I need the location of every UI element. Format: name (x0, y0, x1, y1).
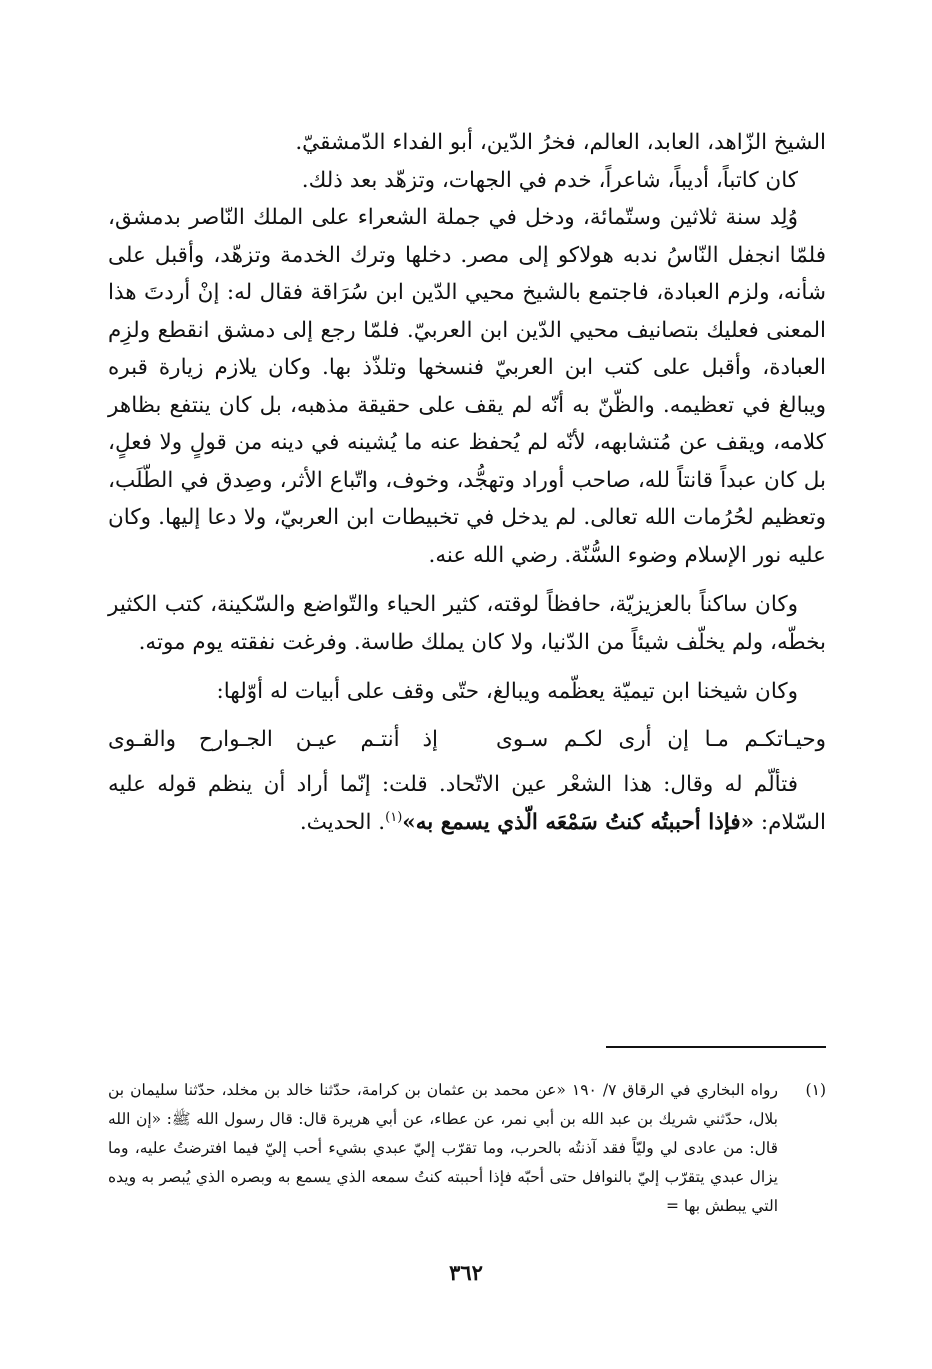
page-text-block (108, 124, 826, 841)
paragraph-closing (108, 766, 826, 841)
paragraph-residence: وكان ساكناً بالعزيزيّة، حافظاً لوقته، كثير الحياء والتّواضع والسّكينة، كتب الكثير بخطّه، ولم يخلّف شيئاً من الدّنيا، ولا كان يملك طاسة. وفرغت نفقته يوم موته. (108, 592, 826, 655)
paragraph-gap (108, 574, 826, 586)
footnote-1 (108, 1076, 826, 1221)
paragraph-biography: وُلِد سنة ثلاثين وستّمائة، ودخل في جملة الشعراء على الملك النّاصر بدمشق، فلمّا انجفل النّاسُ ندبه هولاكو إلى مصر. دخلها وترك الخدمة وتزهّد، وأقبل على شأنه، ولزم العبادة، فاجتمع بالشيخ محيي الدّين ابن سُرَاقة فقال له: إنْ أردتَ هذا المعنى فعليك بتصانيف محيي الدّين ابن العربيّ. فلمّا رجع إلى دمشق انقطع ولزِم العبادة، وأقبل على كتب ابن العربيّ فنسخها وتلذّذ بها. وكان يلازم زيارة قبره ويبالغ في تعظيمه. والظّنّ به أنّه لم يقف على حقيقة مذهبه، بل كان ينتفع بظاهر كلامه، ويقف عن مُتشابهه، لأنّه لم يُحفظ عنه ما يُشينه في دينه من قولٍ ولا فعلٍ، بل كان عبداً قانتاً لله، صاحب أوراد وتهجُّد، وخوف، واتّباع الأثر، وصِدق في الطّلَب، وتعظيم لحُرُمات الله تعالى. لم يدخل في تخبيطات ابن العربيّ، ولا دعا إليها. وكان عليه نور الإسلام وضوء السُّنّة. رضي الله عنه. (108, 205, 826, 568)
closing-before-quote: فتألّم له وقال: هذا الشعْر عين الاتّحاد. قلت: إنّما أراد أن ينظم قوله عليه السّلام: (108, 772, 826, 835)
footnote-marker: (١) (805, 1081, 826, 1099)
hadith-quote: «فإذا أحببتُه كنتُ سَمْعَه الّذي يسمع به» (402, 809, 755, 835)
closing-text (108, 766, 826, 841)
paragraph-title-line: الشيخ الزّاهد، العابد، العالم، فخرُ الدّين، أبو الفداء الدّمشقيّ. (295, 130, 826, 155)
paragraph-ibn-taymiyya: وكان شيخنا ابن تيميّة يعظّمه ويبالغ، حتّى وقف على أبيات له أوّلها: (216, 679, 798, 704)
paragraph-profession: كان كاتباً، أديباً، شاعراً، خدم في الجهات، وتزهّد بعد ذلك. (301, 167, 798, 193)
verse-first-hemistich: وحيـاتكـم مـا إن أرى لكـم سـوى (496, 726, 826, 752)
verse-second-hemistich: إذ أنتـم عيـن الجـوارح والقـوى (108, 726, 438, 752)
poetry-verse (108, 721, 826, 759)
closing-after-quote: . الحديث. (299, 809, 386, 835)
footnote-separator (606, 1046, 826, 1048)
page-number: ٣٦٢ (449, 1260, 483, 1285)
footnote-reference[interactable]: (١) (385, 809, 403, 825)
footnote-text: رواه البخاري في الرقاق ٧/ ١٩٠ «عن محمد بن عثمان بن كرامة، حدّثنا خالد بن مخلد، حدّثنا سليمان بن بلال، حدّثني شريك بن عبد الله بن أبي نمر، عن عطاء، عن أبي هريرة قال: قال رسول الله ﷺ: «إن الله قال: من عادى لي وليّاً فقد آذنتُه بالحرب، وما تقرّب إليّ عبدي بشيء أحب إليّ فيما افترضتُ عليه، وما يزال عبدي يتقرّب إليّ بالنوافل حتى أحبّه فإذا أحببته كنتُ سمعه الذي يسمع به وبصره الذي يُبصر به ويده التي يبطش بها = (108, 1081, 779, 1215)
paragraph-gap (108, 661, 826, 673)
main-text (108, 124, 826, 711)
